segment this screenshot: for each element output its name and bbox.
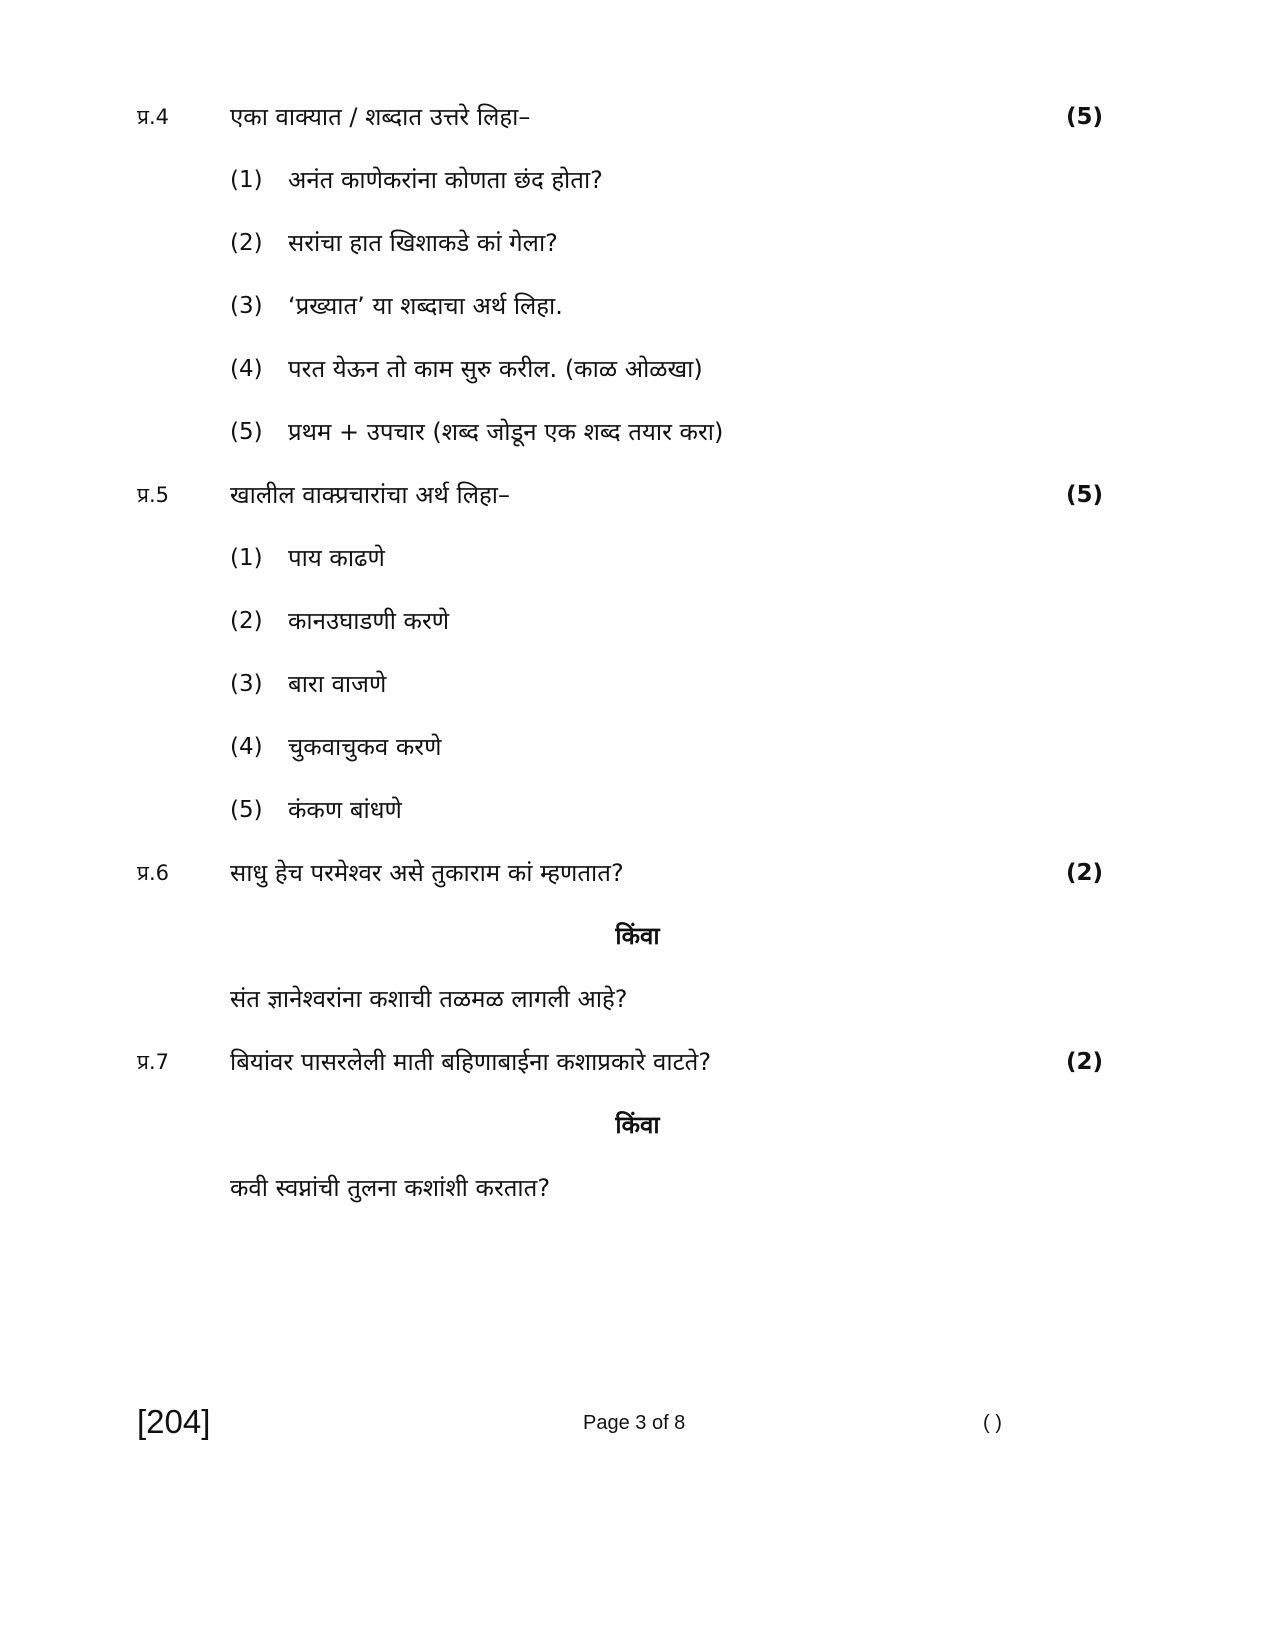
- question-4: [0, 97, 1275, 137]
- question-marks: (2): [1065, 1049, 1103, 1075]
- item-number: (5): [230, 419, 263, 445]
- list-item: [0, 412, 1275, 452]
- list-item: [0, 349, 1275, 389]
- item-number: (3): [230, 671, 263, 697]
- item-number: (4): [230, 356, 263, 382]
- item-text: परत येऊन तो काम सुरु करील. (काळ ओळखा): [288, 355, 703, 383]
- item-text: कानउघाडणी करणे: [288, 607, 450, 635]
- question-text: बियांवर पासरलेली माती बहिणाबाईना कशाप्रकारे वाटते?: [230, 1048, 712, 1076]
- question-number: प्र.7: [137, 1050, 169, 1074]
- item-number: (4): [230, 734, 263, 760]
- list-item: [0, 664, 1275, 704]
- page-number: Page 3 of 8: [583, 1412, 686, 1434]
- item-text: कंकण बांधणे: [288, 796, 402, 824]
- list-item: [0, 223, 1275, 263]
- item-text: अनंत काणेकरांना कोणता छंद होता?: [288, 166, 603, 194]
- list-item: [0, 160, 1275, 200]
- list-item: [0, 286, 1275, 326]
- item-number: (1): [230, 545, 263, 571]
- item-number: (2): [230, 230, 263, 256]
- question-number: प्र.5: [137, 483, 169, 507]
- item-text: चुकवाचुकव करणे: [288, 733, 442, 761]
- question-marks: (5): [1065, 482, 1103, 508]
- list-item: [0, 727, 1275, 767]
- alternative-question: संत ज्ञानेश्वरांना कशाची तळमळ लागली आहे?: [230, 985, 628, 1013]
- or-separator: किंवा: [615, 1111, 660, 1139]
- paper-code: [204]: [137, 1403, 211, 1440]
- item-number: (2): [230, 608, 263, 634]
- item-number: (1): [230, 167, 263, 193]
- question-number: प्र.4: [137, 105, 169, 129]
- list-item: [0, 790, 1275, 830]
- item-text: बारा वाजणे: [288, 670, 387, 698]
- question-marks: (5): [1065, 104, 1103, 130]
- or-separator: किंवा: [615, 922, 660, 950]
- item-number: (3): [230, 293, 263, 319]
- item-text: सरांचा हात खिशाकडे कां गेला?: [288, 229, 558, 257]
- question-5: [0, 475, 1275, 515]
- question-text: खालील वाक्प्रचारांचा अर्थ लिहा–: [230, 481, 510, 509]
- item-text: प्रथम + उपचार (शब्द जोडून एक शब्द तयार करा): [288, 418, 724, 446]
- item-text: ‘प्रख्यात’ या शब्दाचा अर्थ लिहा.: [288, 292, 563, 320]
- question-text: एका वाक्यात / शब्दात उत्तरे लिहा–: [230, 103, 531, 131]
- footer-parentheses: ( ): [983, 1412, 1002, 1434]
- question-number: प्र.6: [137, 861, 169, 885]
- question-marks: (2): [1065, 860, 1103, 886]
- question-6: [0, 853, 1275, 893]
- item-text: पाय काढणे: [288, 544, 385, 572]
- alternative-question: कवी स्वप्नांची तुलना कशांशी करतात?: [230, 1174, 551, 1202]
- list-item: [0, 538, 1275, 578]
- list-item: [0, 601, 1275, 641]
- question-7: [0, 1042, 1275, 1082]
- item-number: (5): [230, 797, 263, 823]
- question-text: साधु हेच परमेश्वर असे तुकाराम कां म्हणतात?: [230, 859, 624, 887]
